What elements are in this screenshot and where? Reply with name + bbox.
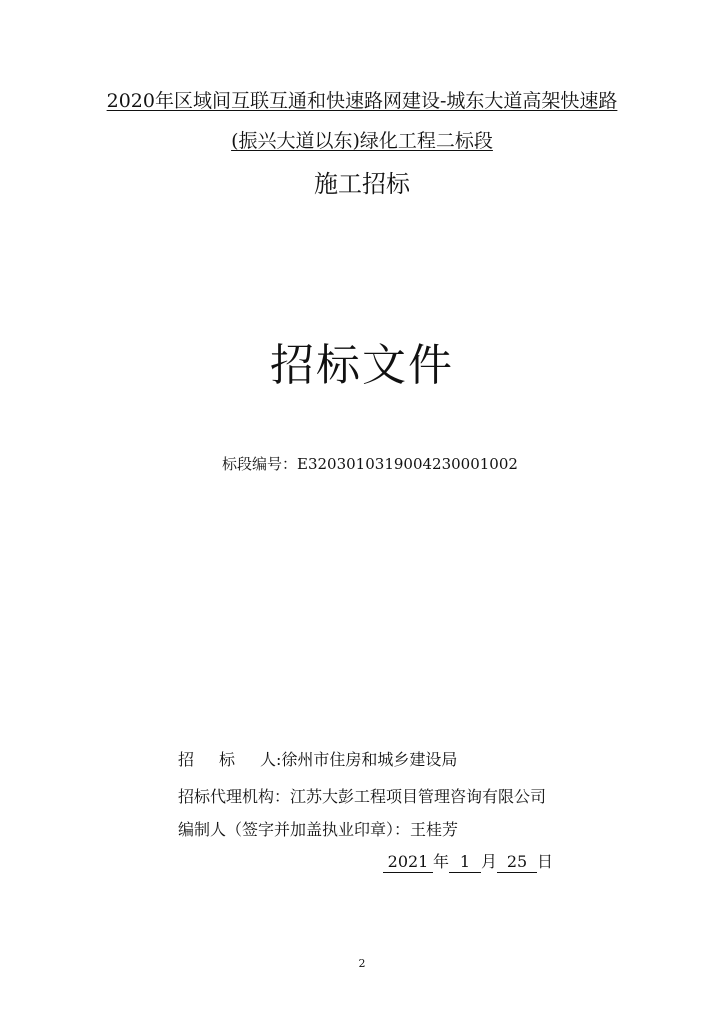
page-number: 2 <box>358 957 366 970</box>
project-title-line-1-text: 2020年区域间互联互通和快速路网建设-城东大道高架快速路 <box>106 90 618 112</box>
agency-row <box>178 785 546 809</box>
project-title-line-2-text: (振兴大道以东)绿化工程二标段 <box>231 130 493 152</box>
date-month-unit: 月 <box>481 852 498 871</box>
project-title-line-3: 施工招标 <box>314 170 410 198</box>
document-title: 招标文件 <box>270 340 454 391</box>
section-number <box>222 453 518 475</box>
section-number-value: E3203010319004230001002 <box>297 455 518 473</box>
date-year-unit: 年 <box>433 852 450 871</box>
editor-label: 编制人（签字并加盖执业印章）： <box>178 820 411 839</box>
project-title-line-1 <box>0 88 724 114</box>
tenderer-value: 徐州市住房和城乡建设局 <box>281 750 458 769</box>
date-year: 2021 <box>383 852 433 873</box>
tenderer-label: 招 标 人 <box>178 750 276 769</box>
agency-label: 招标代理机构： <box>178 787 291 806</box>
editor-value: 王桂芳 <box>410 820 459 839</box>
agency-value: 江苏大彭工程项目管理咨询有限公司 <box>290 787 547 806</box>
tenderer-row <box>178 748 457 772</box>
date-day-unit: 日 <box>537 852 554 871</box>
tenderer-colon: : <box>276 750 282 769</box>
section-number-label: 标段编号： <box>222 455 298 473</box>
editor-row <box>178 818 458 842</box>
date-day: 25 <box>497 852 537 873</box>
date-line <box>383 850 553 874</box>
date-month: 1 <box>449 852 481 873</box>
project-title-line-2 <box>0 128 724 154</box>
